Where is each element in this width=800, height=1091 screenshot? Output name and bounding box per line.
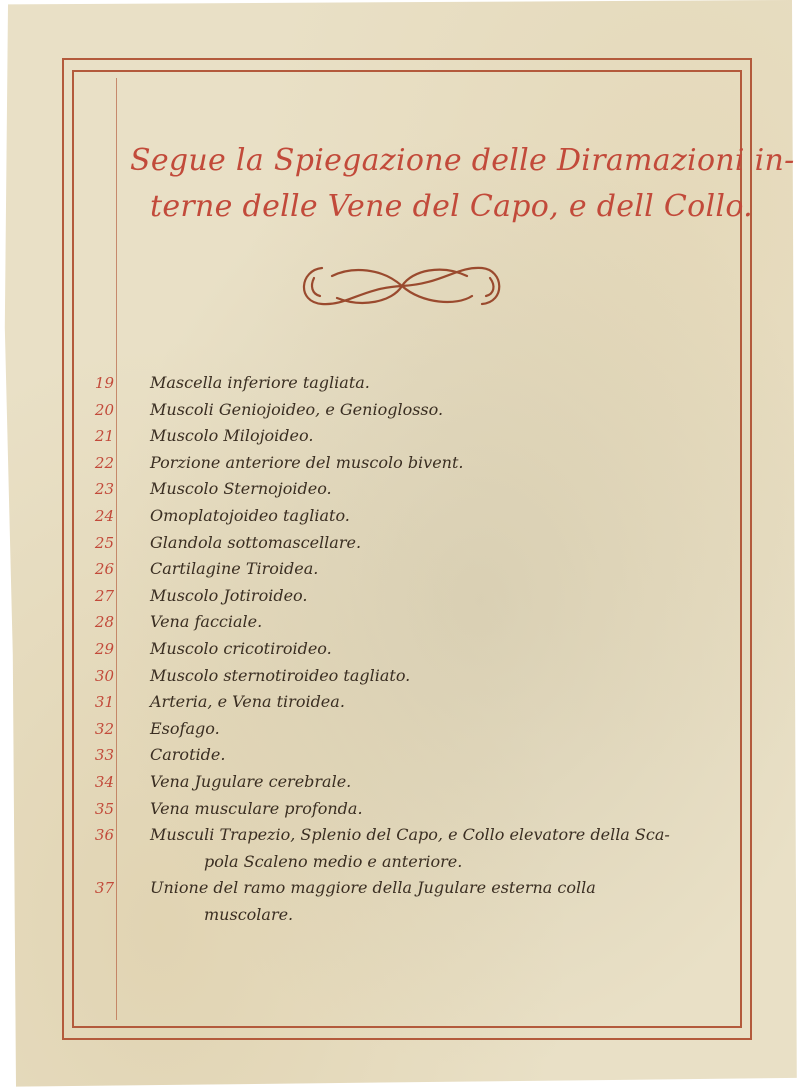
entry-text: Porzione anteriore del muscolo bivent. xyxy=(150,452,464,472)
entry-text: Vena facciale. xyxy=(150,612,263,632)
list-item xyxy=(76,716,726,743)
entry-text: Cartilagine Tiroidea. xyxy=(150,559,319,579)
list-item xyxy=(76,742,726,769)
list-item xyxy=(76,796,726,823)
entry-continuation: muscolare. xyxy=(204,904,294,924)
entry-text: Arteria, e Vena tiroidea. xyxy=(150,692,345,712)
entry-number: 24 xyxy=(94,506,114,525)
entry-text: Vena Jugulare cerebrale. xyxy=(150,771,352,791)
entry-number: 30 xyxy=(94,666,114,685)
entry-number: 36 xyxy=(94,826,114,845)
entry-list xyxy=(76,370,726,928)
entry-text: Muscolo cricotiroideo. xyxy=(150,638,332,658)
list-item xyxy=(76,423,726,450)
list-item xyxy=(76,450,726,477)
entry-number: 32 xyxy=(94,719,114,738)
title-line-1: Segue la Spiegazione delle Diramazioni in- xyxy=(130,143,795,178)
list-item-continuation xyxy=(76,849,726,876)
entry-text: Muscolo Jotiroideo. xyxy=(150,585,308,605)
entry-continuation: pola Scaleno medio e anteriore. xyxy=(204,851,463,871)
entry-number: 26 xyxy=(94,560,114,579)
flourish-ornament xyxy=(292,258,512,314)
title-line-2: terne delle Vene del Capo, e dell Collo. xyxy=(150,189,753,224)
list-item xyxy=(76,769,726,796)
list-item xyxy=(76,689,726,716)
entry-text: Unione del ramo maggiore della Jugulare esterna colla xyxy=(150,878,596,898)
entry-text: Muscolo Milojoideo. xyxy=(150,426,314,446)
list-item xyxy=(76,397,726,424)
entry-number: 34 xyxy=(94,772,114,791)
page-title xyxy=(130,138,795,230)
entry-text: Omoplatojoideo tagliato. xyxy=(150,505,350,525)
list-item xyxy=(76,503,726,530)
entry-text: Musculi Trapezio, Splenio del Capo, e Collo elevatore della Sca- xyxy=(150,825,670,845)
entry-number: 35 xyxy=(94,799,114,818)
entry-text: Muscolo Sternojoideo. xyxy=(150,479,332,499)
list-item xyxy=(76,530,726,557)
entry-number: 22 xyxy=(94,453,114,472)
entry-text: Vena musculare profonda. xyxy=(150,798,363,818)
entry-text: Muscoli Geniojoideo, e Genioglosso. xyxy=(150,399,444,419)
entry-number: 27 xyxy=(94,586,114,605)
entry-number: 20 xyxy=(94,400,114,419)
list-item xyxy=(76,583,726,610)
entry-number: 28 xyxy=(94,613,114,632)
list-item xyxy=(76,663,726,690)
entry-text: Glandola sottomascellare. xyxy=(150,532,362,552)
entry-number: 23 xyxy=(94,480,114,499)
entry-text: Muscolo sternotiroideo tagliato. xyxy=(150,665,411,685)
entry-number: 33 xyxy=(94,746,114,765)
list-item xyxy=(76,476,726,503)
entry-number: 29 xyxy=(94,639,114,658)
list-item xyxy=(76,609,726,636)
entry-number: 19 xyxy=(94,374,114,392)
entry-number: 37 xyxy=(94,879,114,898)
list-item xyxy=(76,370,726,397)
list-item-continuation xyxy=(76,902,726,929)
entry-text: Mascella inferiore tagliata. xyxy=(150,373,370,392)
entry-text: Esofago. xyxy=(150,718,220,738)
list-item xyxy=(76,636,726,663)
list-item xyxy=(76,822,726,849)
entry-number: 25 xyxy=(94,533,114,552)
list-item xyxy=(76,556,726,583)
entry-text: Carotide. xyxy=(150,745,226,765)
entry-number: 31 xyxy=(94,693,114,712)
entry-number: 21 xyxy=(94,427,114,446)
list-item xyxy=(76,875,726,902)
